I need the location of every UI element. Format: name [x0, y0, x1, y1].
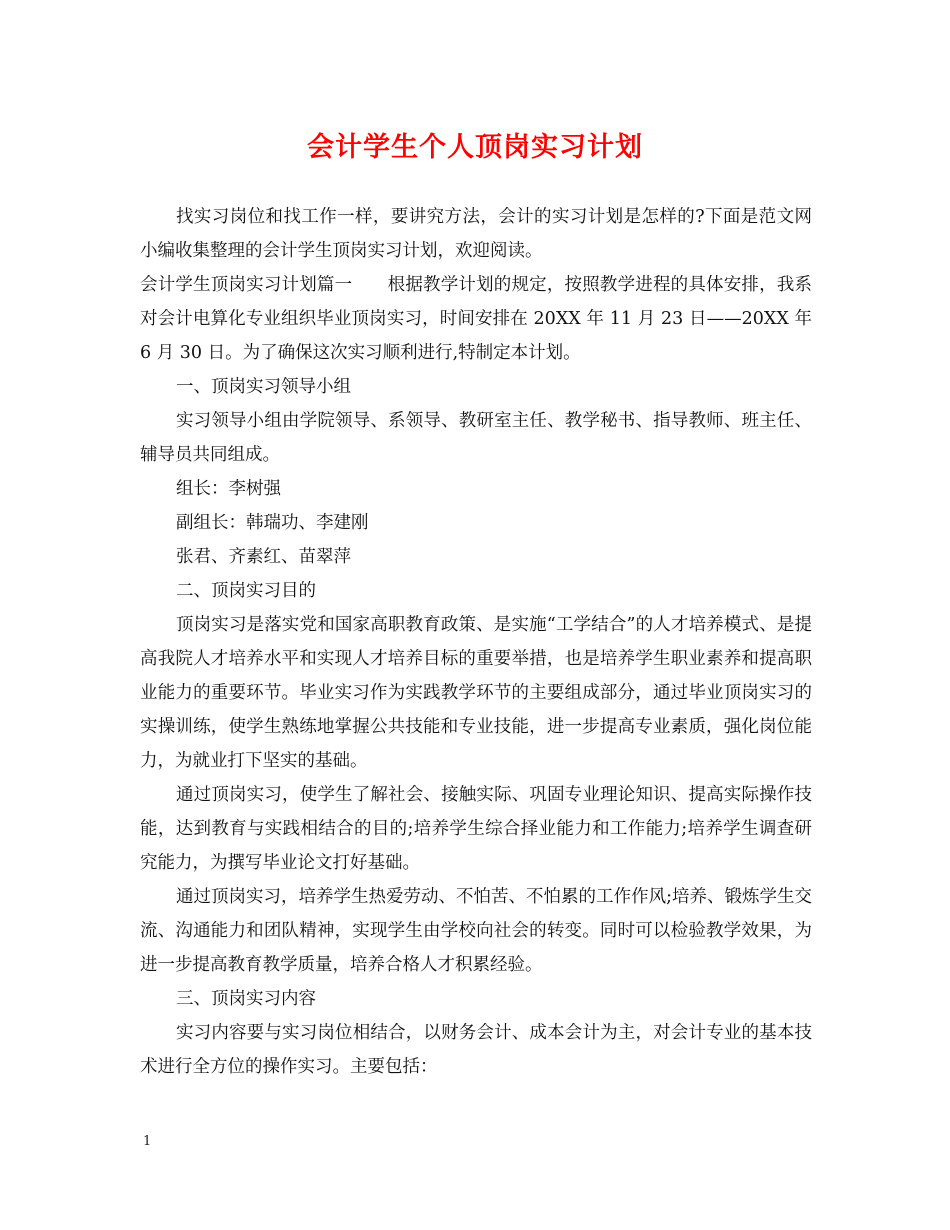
deputy-leader-line: 副组长：韩瑞功、李建刚	[176, 513, 369, 533]
plan-intro-paragraph: 会计学生顶岗实习计划篇一 根据教学计划的规定，按照教学进程的具体安排，我系对会计电算化专业组织毕业顶岗实习，时间安排在 20XX 年 11 月 23 日——20XX 年 6 月 30 日。为了确保这次实习顺利进行,特制定本计划。	[140, 275, 812, 363]
purpose-paragraph-2: 通过顶岗实习，使学生了解社会、接触实际、巩固专业理论知识、提高实际操作技能，达到教育与实践相结合的目的;培养学生综合择业能力和工作能力;培养学生调查研究能力，为撰写毕业论文打好基础。	[140, 785, 812, 873]
intro-paragraph: 找实习岗位和找工作一样，要讲究方法，会计的实习计划是怎样的?下面是范文网小编收集整理的会计学生顶岗实习计划，欢迎阅读。	[140, 207, 812, 261]
leadership-paragraph: 实习领导小组由学院领导、系领导、教研室主任、教学秘书、指导教师、班主任、辅导员共同组成。	[140, 411, 812, 465]
purpose-paragraph-3: 通过顶岗实习，培养学生热爱劳动、不怕苦、不怕累的工作作风;培养、锻炼学生交流、沟通能力和团队精神，实现学生由学校向社会的转变。同时可以检验教学效果，为进一步提高教育教学质量，培养合格人才积累经验。	[140, 887, 812, 975]
section-heading-content: 三、顶岗实习内容	[176, 989, 316, 1009]
content-paragraph: 实习内容要与实习岗位相结合，以财务会计、成本会计为主，对会计专业的基本技术进行全方位的操作实习。主要包括：	[140, 1023, 812, 1077]
section-heading-leadership: 一、顶岗实习领导小组	[176, 377, 351, 397]
document-body	[140, 200, 812, 1084]
section-heading-purpose: 二、顶岗实习目的	[176, 581, 316, 601]
purpose-paragraph-1: 顶岗实习是落实党和国家高职教育政策、是实施“工学结合”的人才培养模式、是提高我院人才培养水平和实现人才培养目标的重要举措，也是培养学生职业素养和提高职业能力的重要环节。毕业实习作为实践教学环节的主要组成部分，通过毕业顶岗实习的实操训练，使学生熟练地掌握公共技能和专业技能，进一步提高专业素质，强化岗位能力，为就业打下坚实的基础。	[140, 615, 812, 771]
document-title: 会计学生个人顶岗实习计划	[307, 132, 643, 163]
page-number: 1	[143, 1134, 152, 1149]
leader-line: 组长：李树强	[176, 479, 281, 499]
members-line: 张君、齐素红、苗翠萍	[176, 547, 351, 567]
